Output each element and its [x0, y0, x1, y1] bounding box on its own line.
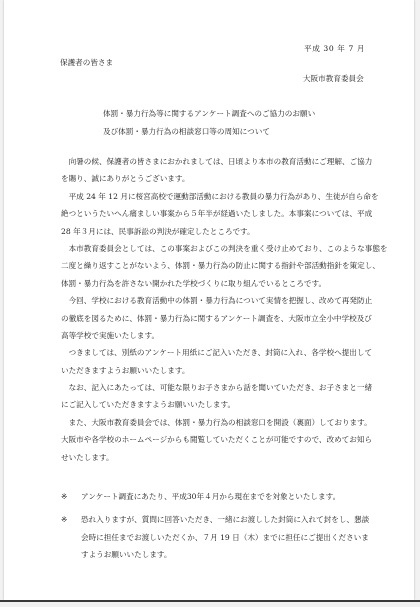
sender: 大阪市教育委員会: [303, 74, 364, 83]
body-line: せいたします。: [61, 452, 114, 462]
body-line: 絶つというたいへん痛ましい事案から５年半が経過いたしました。本事案については、平成: [61, 209, 373, 219]
body-line: 本市教育委員会としては、この事案およびこの判決を重く受け止めており、このような事態を: [61, 243, 388, 253]
body-text: [61, 153, 388, 466]
note-item: [61, 511, 377, 563]
body-line: 今回、学校における教育活動中の体罰・暴力行為について実情を把握し、改めて再発防止: [61, 296, 373, 306]
document-title-line-1: 体罰・暴力行為等に関するアンケート調査へのご協力のお願い: [103, 109, 316, 118]
body-line: 向暑の候、保護者の皆さまにおかれましては、日頃より本市の教育活動にご理解、ご協力: [61, 157, 373, 166]
body-line: 二度と繰り返すことがないよう、体罰・暴力行為の防止に関する指針や部活動指針を策定し、: [61, 261, 380, 271]
body-line: いただきますようお願いいたします。: [61, 365, 190, 375]
body-line: 平成 24 年 12 月に桜宮高校で運動部活動における教員の暴力行為があり、生徒が自ら命を: [61, 191, 379, 201]
body-line: また、大阪市教育委員会では、体罰・暴力行為の相談窓口を開設（裏面）しております。: [61, 417, 372, 427]
note-line: 恐れ入りますが、質問に回答いただき、一緒にお渡しした封筒に入れて封をし、懇談: [81, 515, 370, 525]
body-line: なお、記入にあたっては、可能な限りお子さまから話を聞いていただき、お子さまと一緒: [61, 383, 373, 393]
body-line: にご記入していただきますようお願いいたします。: [61, 400, 236, 410]
body-line: 高等学校で実施いたします。: [61, 330, 160, 340]
document-date: 平成 30 年 7 月: [304, 44, 366, 53]
body-line: 体罰・暴力行為を許さない開かれた学校づくりに取り組んでいるところです。: [61, 278, 327, 288]
note-item: [61, 488, 377, 505]
note-mark: ※: [61, 492, 68, 501]
notes-section: [61, 488, 377, 564]
document-title-line-2: 及び体罰・暴力行為の相談窓口等の周知について: [103, 127, 270, 136]
body-line: 28 年３月には、民事訴訟の判決が確定したところです。: [61, 226, 255, 236]
note-line: すようお願いいたします。: [81, 550, 172, 560]
page-bottom-edge: [0, 600, 420, 602]
note-line: 会時に担任までお渡しいただくか、７月 19 日（木）までに担任にご提出くださいま: [81, 532, 369, 542]
body-line: を賜り、誠にありがとうございます。: [61, 174, 190, 184]
body-line: の徹底を図るために、体罰・暴力行為に関するアンケート調査を、大阪市立全小中学校及び: [61, 313, 372, 323]
addressee: 保護者の皆さま: [60, 58, 114, 67]
body-line: 大阪市や各学校のホームページからも閲覧していただくことが可能ですので、改めてお知ら: [61, 435, 373, 445]
body-line: つきましては、別紙のアンケート用紙にご記入いただき、封筒に入れ、各学校へ提出して: [61, 348, 373, 358]
note-line: アンケート調査にあたり、平成30年４月から現在までを対象といたします。: [81, 492, 341, 501]
document-page: [4, 0, 414, 600]
note-mark: ※: [61, 515, 68, 525]
